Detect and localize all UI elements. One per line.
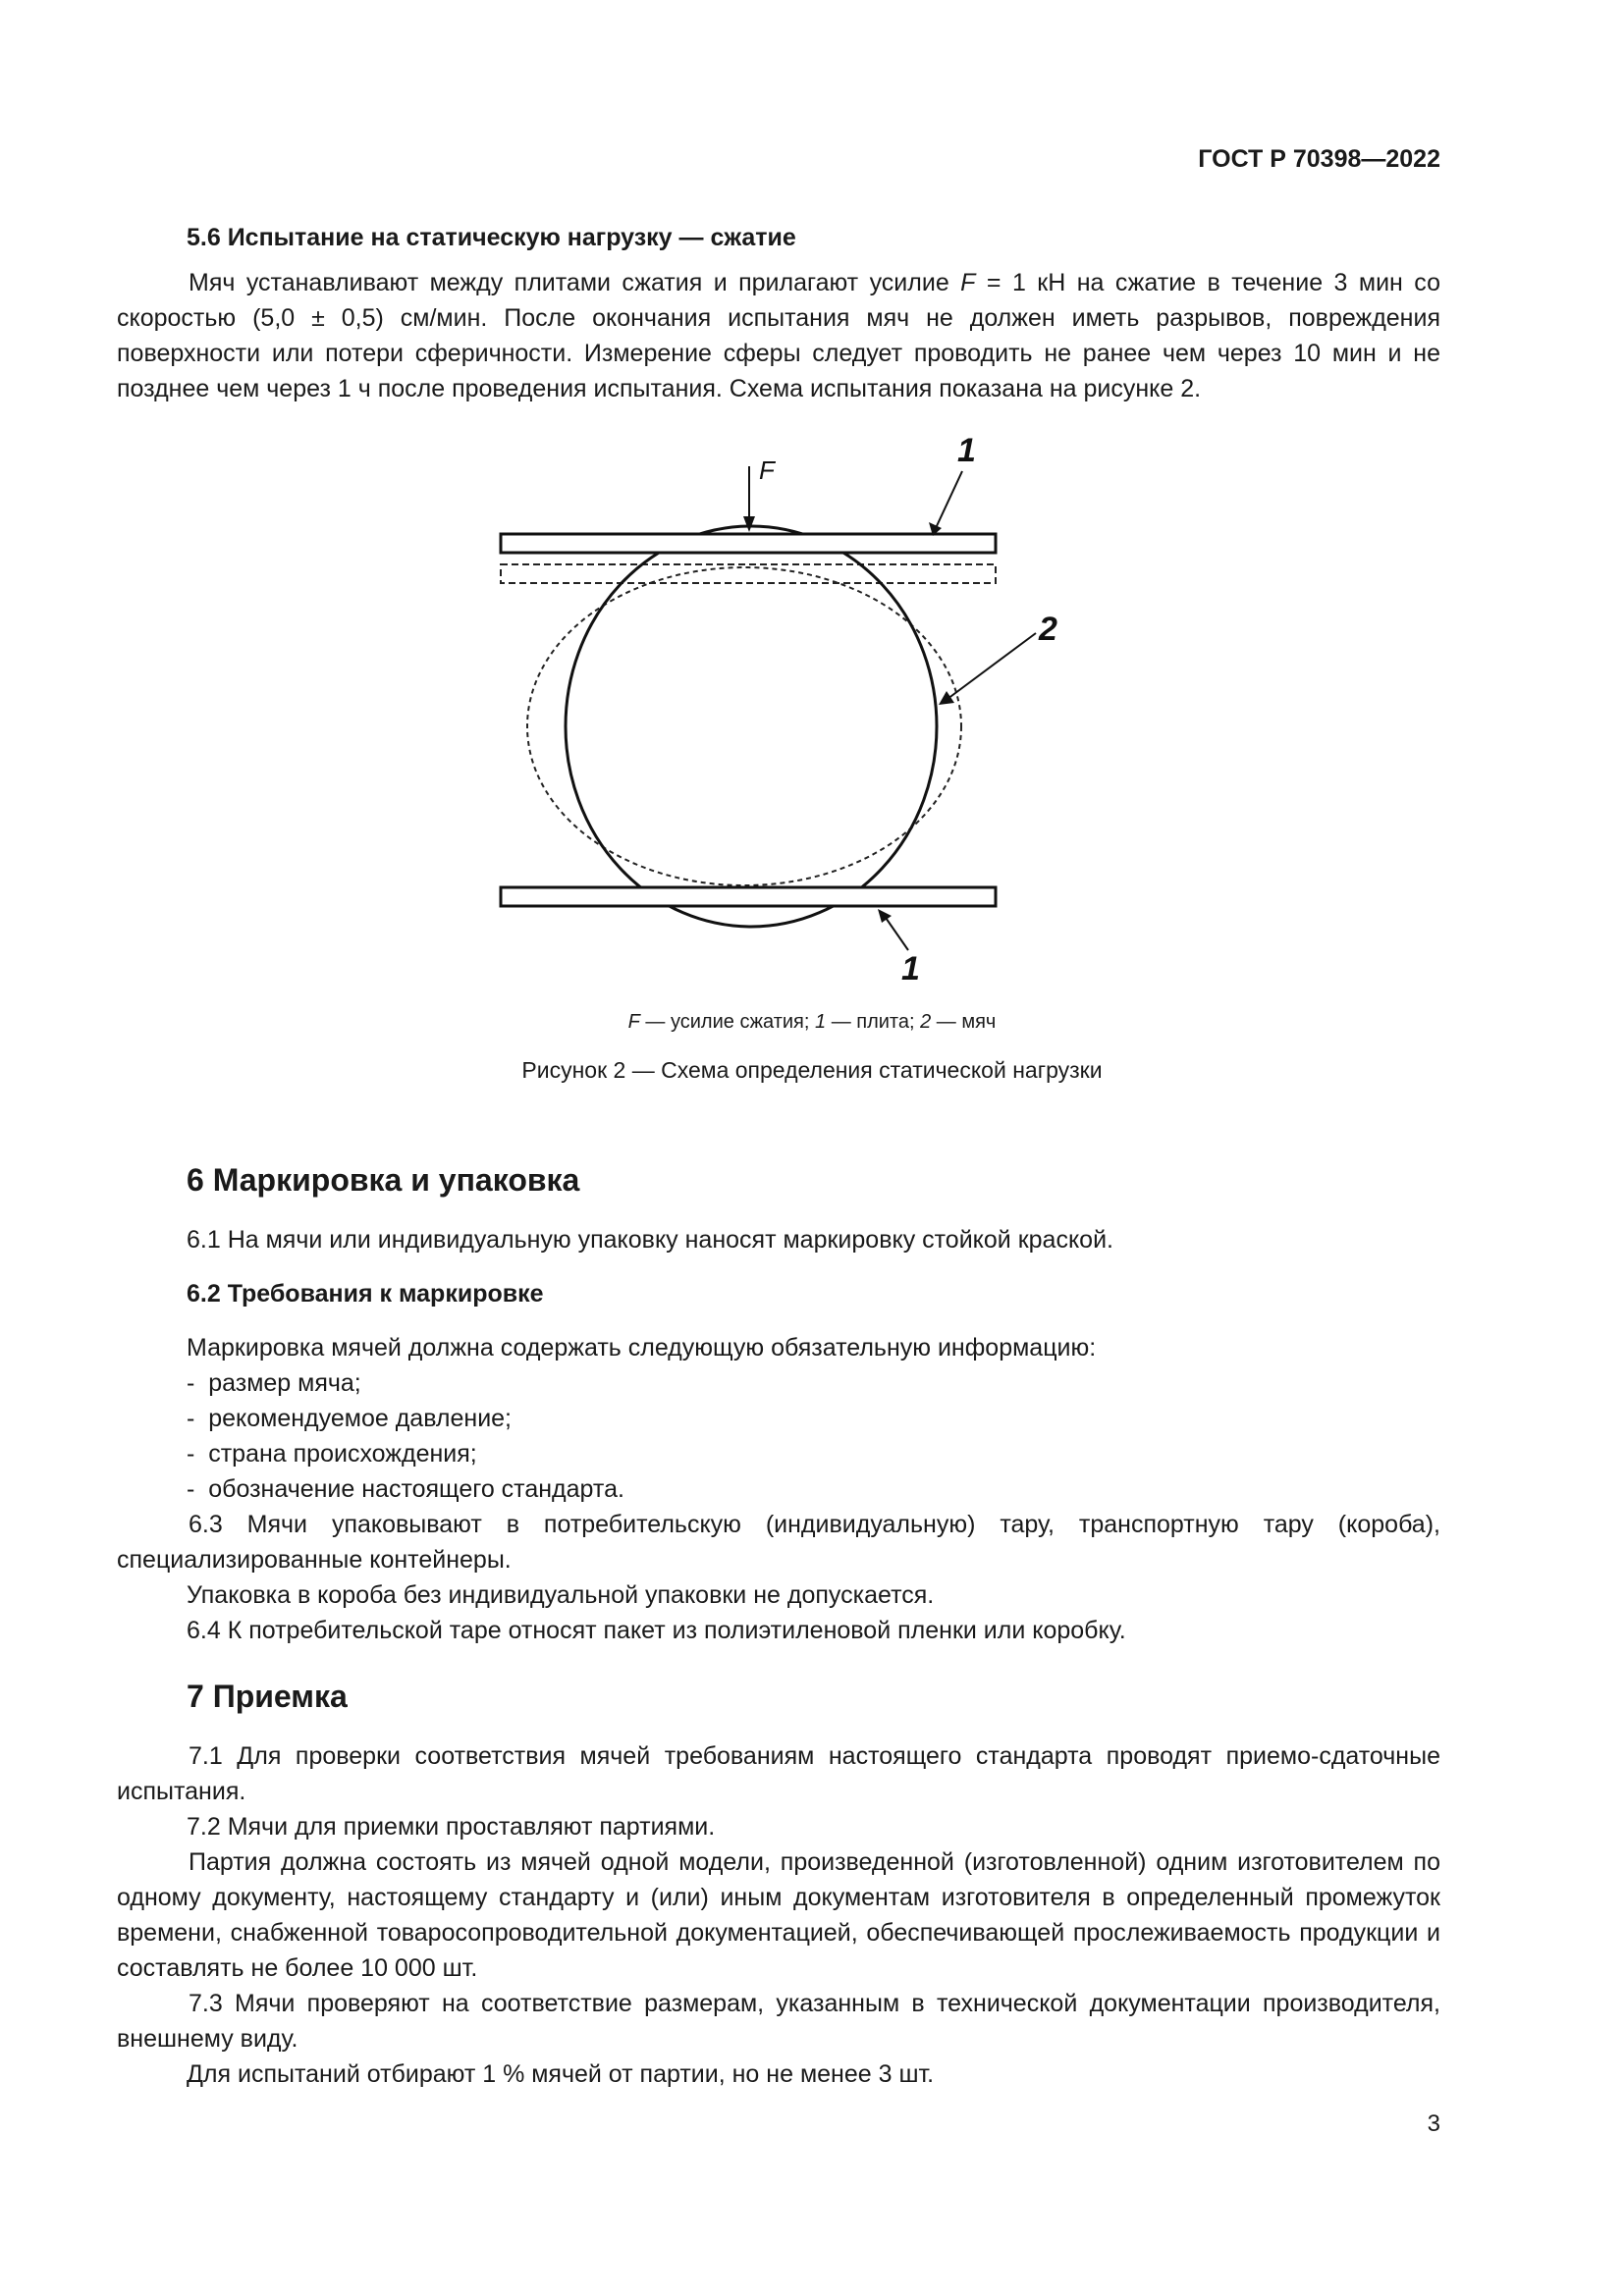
figure-legend: F — усилие сжатия; 1 — плита; 2 — мяч xyxy=(627,1011,997,1033)
leader-bottom-plate xyxy=(884,915,908,950)
bottom-plate xyxy=(501,887,996,906)
leader-ball-arrowhead xyxy=(939,691,954,705)
paragraph-7-3b: Для испытаний отбирают 1 % мячей от партии, но не менее 3 шт. xyxy=(187,2060,935,2088)
page-number: 3 xyxy=(1427,2110,1440,2137)
paragraph-6-2-intro: Маркировка мячей должна содержать следующую обязательную информацию: xyxy=(187,1334,1097,1362)
force-variable: F xyxy=(960,269,976,296)
leader-top-plate xyxy=(936,471,962,528)
label-plate-bottom: 1 xyxy=(901,950,920,988)
paragraph-7-3: 7.3 Мячи проверяют на соответствие размерам, указанным в технической документации производителя, внешнему виду. xyxy=(117,1990,1440,2053)
standard-number: ГОСТ Р 70398—2022 xyxy=(1198,145,1440,173)
leader-bottom-plate-arrowhead xyxy=(878,909,892,923)
section-7-heading: 7 Приемка xyxy=(187,1679,348,1714)
paragraph-6-3b: Упаковка в короба без индивидуальной упаковки не допускается. xyxy=(187,1581,935,1609)
section-5-6-heading: 5.6 Испытание на статическую нагрузку — сжатие xyxy=(187,224,796,251)
ball xyxy=(566,526,937,927)
list-item: - страна происхождения; xyxy=(187,1436,1440,1471)
paragraph-7-2b: Партия должна состоять из мячей одной модели, произведенной (изготовленной) одним изготовителем по одному документу, настоящему стандарту и (или) иным документам изготовителя в определенный промежуток времени, снабженной товаросопроводительной документацией, обеспечивающей прослеживаемость продукции и составлять не более 10 000 шт. xyxy=(117,1848,1440,1982)
paragraph-7-2: 7.2 Мячи для приемки проставляют партиями. xyxy=(187,1813,716,1841)
section-6-heading: 6 Маркировка и упаковка xyxy=(187,1162,580,1198)
label-plate-top: 1 xyxy=(957,432,976,469)
leader-ball xyxy=(947,633,1036,699)
figure-2-diagram xyxy=(481,432,1090,1001)
paragraph-6-4: 6.4 К потребительской таре относят пакет из полиэтиленовой пленки или коробку. xyxy=(187,1617,1126,1644)
top-plate xyxy=(501,534,996,553)
marking-list xyxy=(187,1365,1440,1507)
force-arrowhead xyxy=(743,516,755,532)
section-6-2-heading: 6.2 Требования к маркировке xyxy=(187,1280,544,1308)
list-item: - размер мяча; xyxy=(187,1365,1440,1401)
list-item: - рекомендуемое давление; xyxy=(187,1401,1440,1436)
deformed-ball-outline xyxy=(527,567,961,885)
list-item: - обозначение настоящего стандарта. xyxy=(187,1471,1440,1507)
label-force: F xyxy=(759,455,775,485)
label-ball: 2 xyxy=(1039,611,1057,648)
paragraph-6-1: 6.1 На мячи или индивидуальную упаковку наносят маркировку стойкой краской. xyxy=(187,1226,1113,1254)
section-5-6-paragraph: Мяч устанавливают между плитами сжатия и прилагают усилие F = 1 кН на сжатие в течение 3 мин со скоростью (5,0 ± 0,5) см/мин. После окончания испытания мяч не должен иметь разрывов, повреждения поверхности или потери сферичности. Измерение сферы следует проводить не ранее чем через 10 мин и не позднее чем через 1 ч после проведения испытания. Схема испытания показана на рисунке 2. xyxy=(117,269,1440,402)
paragraph-7-1: 7.1 Для проверки соответствия мячей требованиям настоящего стандарта проводят приемо-сдаточные испытания. xyxy=(117,1742,1440,1805)
paragraph-6-3: 6.3 Мячи упаковывают в потребительскую (индивидуальную) тару, транспортную тару (короба), специализированные контейнеры. xyxy=(117,1511,1440,1574)
figure-title: Рисунок 2 — Схема определения статической нагрузки xyxy=(521,1057,1103,1083)
